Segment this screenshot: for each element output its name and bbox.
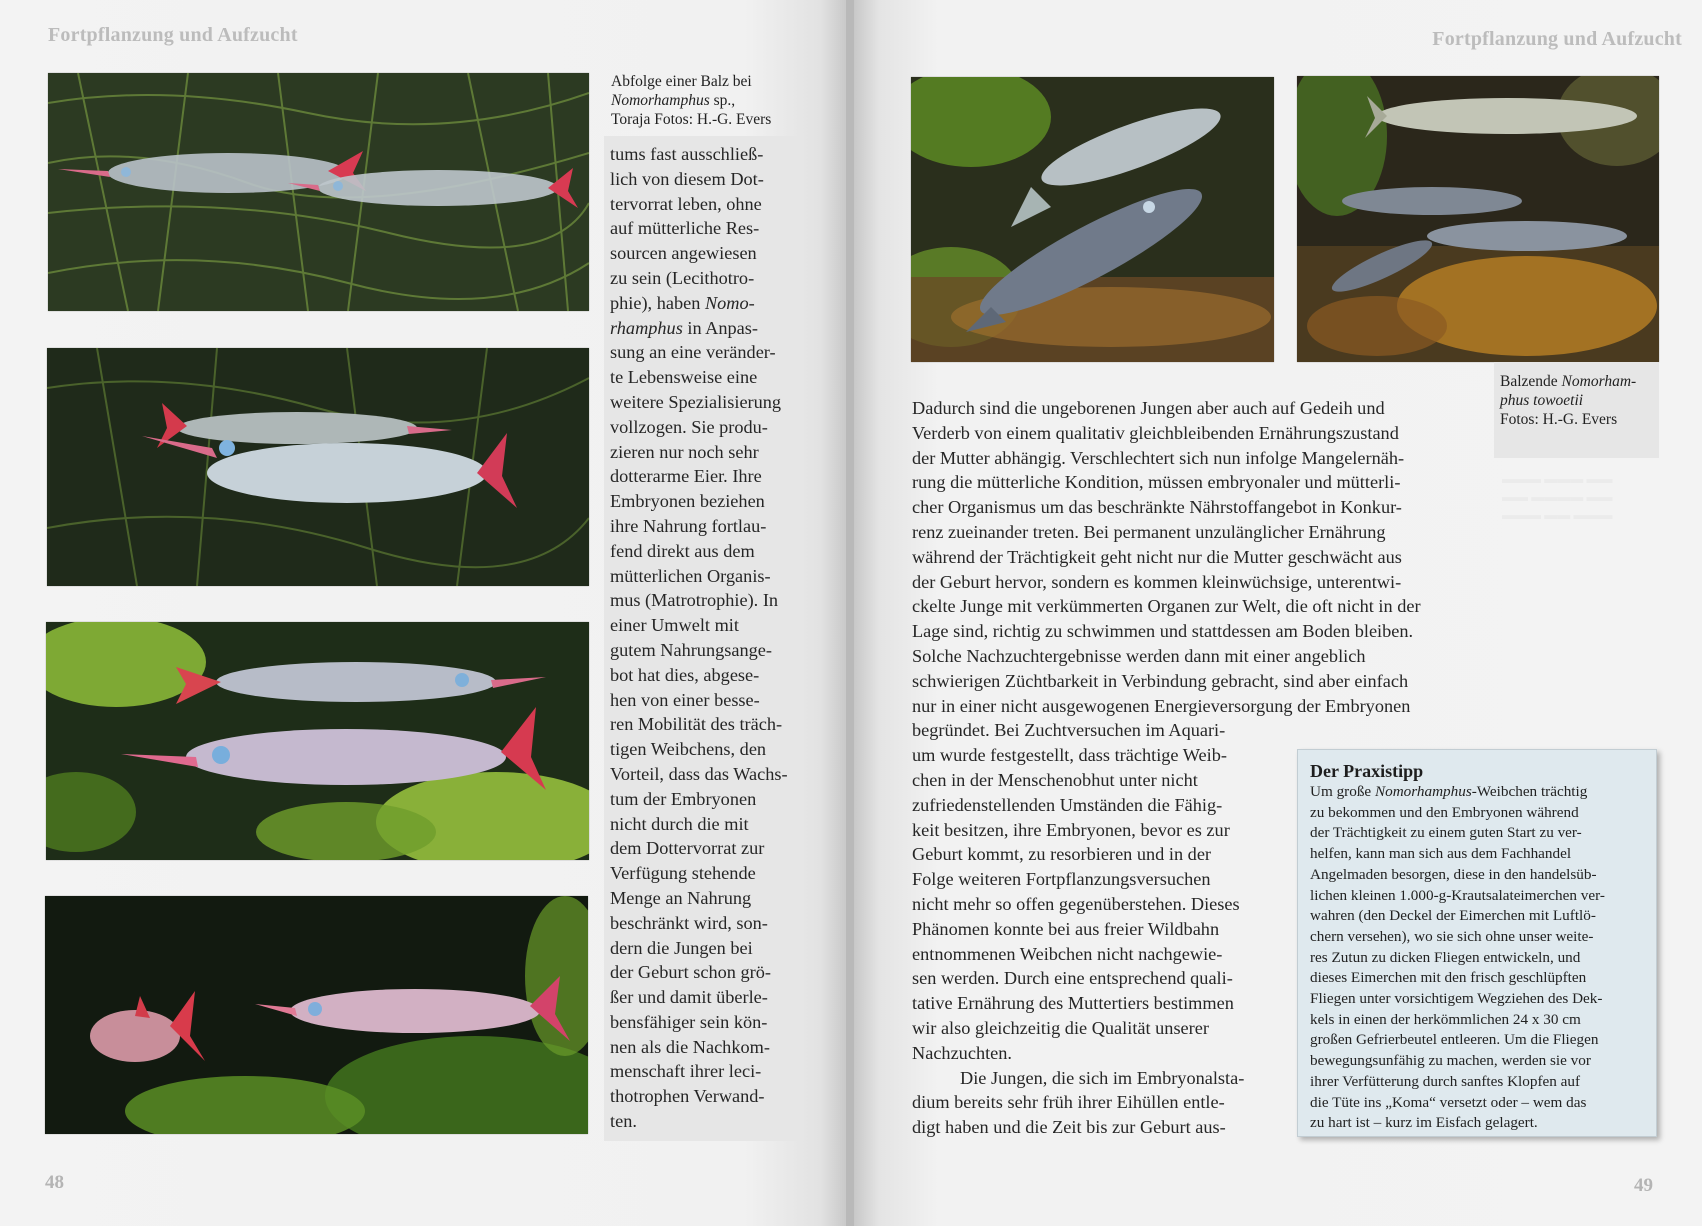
caption-line [611, 91, 811, 110]
body-line: tums fast ausschließ- [610, 144, 764, 164]
page-number-right: 49 [1634, 1175, 1653, 1196]
book-gutter [846, 0, 854, 1226]
body-line: der Mutter abhängig. Verschlechtert sich nun infolge Mangelernäh- [912, 447, 1405, 468]
caption-text: sp., [709, 92, 736, 109]
body-line: nicht durch die mit [610, 813, 749, 834]
body-line: nicht mehr so offen gegenüberstehen. Dieses [912, 893, 1240, 914]
body-line: schwierigen Züchtbarkeit in Verbindung gebracht, sind aber einfach [912, 670, 1409, 691]
tip-species: Nomorhamphus [1374, 783, 1472, 800]
photo-towoetii-1 [911, 77, 1274, 362]
body-line: dium bereits sehr früh ihrer Eihüllen entle- [912, 1092, 1225, 1113]
tip-line: helfen, kann man sich aus dem Fachhandel [1310, 845, 1572, 863]
body-line: lich von diesem Dot- [610, 168, 764, 189]
caption-credit: Toraja Fotos: H.-G. Evers [611, 111, 772, 128]
tip-line [1310, 782, 1644, 803]
body-text-italic: rhamphus [610, 317, 683, 338]
body-line: rung die mütterliche Kondition, müssen embryonaler und mütterli- [912, 472, 1401, 493]
tip-line: zu hart ist – kurz im Eisfach gelagert. [1310, 1114, 1538, 1132]
body-line: weitere Spezialisierung [610, 391, 782, 412]
tip-line: Fliegen unter vorsichtigem Wegziehen des Dek- [1310, 990, 1603, 1008]
tip-line: dieses Eimerchen mit den frisch geschlüpften [1310, 969, 1587, 987]
body-line: dem Dottervorrat zur [610, 838, 765, 859]
body-line: ckelte Junge mit verkümmerten Organen zur Welt, die oft nicht in der [912, 596, 1421, 617]
body-line: Dadurch sind die ungeborenen Jungen aber auch auf Gedeih und [912, 398, 1385, 418]
body-line: wir also gleichzeitig die Qualität unserer [912, 1017, 1209, 1038]
tip-line: Angelmaden besorgen, diese in den handelsüb- [1310, 865, 1597, 883]
body-line: te Lebensweise eine [610, 367, 758, 388]
photo-balz-3 [46, 622, 589, 860]
photo-balz-4 [45, 896, 588, 1134]
tip-line: großen Gefrierbeutel entleeren. Um die Fliegen [1310, 1031, 1599, 1049]
body-line: zufriedenstellenden Umständen die Fähig- [912, 794, 1223, 815]
caption-line [1500, 372, 1658, 391]
body-line [610, 316, 802, 341]
running-head-left: Fortpflanzung und Aufzucht [48, 24, 298, 46]
body-line: bot hat dies, abgese- [610, 664, 760, 685]
body-line: Folge weiteren Fortpflanzungsversuchen [912, 869, 1211, 890]
body-line: menschaft ihrer leci- [610, 1061, 762, 1082]
caption-species: Nomorhamphus [611, 92, 710, 109]
right-page [854, 0, 1702, 1226]
tip-text: -Weibchen trächtig [1471, 783, 1588, 800]
body-line: Menge an Nahrung [610, 887, 752, 908]
body-line: bensfähiger sein kön- [610, 1011, 768, 1032]
body-text: in Anpas- [682, 317, 758, 338]
tip-text: Um große [1310, 783, 1375, 800]
body-text-italic: Nomo- [704, 292, 755, 313]
photo-caption-left [611, 72, 811, 129]
body-line: dern die Jungen bei [610, 937, 753, 958]
body-line: dotterarme Eier. Ihre [610, 466, 762, 487]
body-line: Verderb von einem qualitativ gleichbleibenden Ernährungszustand [912, 422, 1399, 443]
tip-line: zu bekommen und den Embryonen während [1310, 803, 1579, 821]
body-line: ten. [610, 1111, 637, 1132]
body-line: Geburt kommt, zu resorbieren und in der [912, 844, 1212, 865]
tip-line: chern versehen), wo sie sich ohne unser weite- [1310, 927, 1594, 945]
body-line: chen in der Menschenobhut unter nicht [912, 769, 1198, 790]
body-line: thotrophen Verwand- [610, 1086, 765, 1107]
body-text: phie), haben [610, 292, 705, 313]
body-line: tative Ernährung des Muttertiers bestimmen [912, 993, 1234, 1014]
caption-text: Balzende [1500, 373, 1562, 390]
body-line: fend direkt aus dem [610, 540, 755, 561]
tip-line: wahren (den Deckel der Eimerchen mit Luftlö- [1310, 907, 1596, 925]
body-line: zieren nur noch sehr [610, 441, 759, 462]
body-line: vollzogen. Sie produ- [610, 416, 768, 437]
running-head-right: Fortpflanzung und Aufzucht [1432, 28, 1682, 50]
body-line: begründet. Bei Zuchtversuchen im Aquari- [912, 720, 1226, 741]
body-line: cher Organismus um das beschränkte Nährstoffangebot in Konkur- [912, 497, 1402, 518]
body-line: keit besitzen, ihre Embryonen, bevor es zur [912, 819, 1230, 840]
tip-line: der Trächtigkeit zu einem guten Start zu ver- [1310, 824, 1582, 842]
body-line: tervorrat leben, ohne [610, 193, 762, 214]
body-line: zu sein (Lecithotro- [610, 267, 755, 288]
body-line: Verfügung stehende [610, 863, 756, 884]
body-line: renz zueinander treten. Bei permanent unzulänglicher Ernährung [912, 521, 1386, 542]
tip-line: res Zutun zu dicken Fliegen entwickeln, und [1310, 948, 1581, 966]
body-line: sen werden. Durch eine entsprechend quali- [912, 968, 1233, 989]
body-line: der Geburt schon grö- [610, 962, 771, 983]
tip-line: bewegungsunfähig zu machen, werden sie vor [1310, 1052, 1591, 1070]
body-line: um wurde festgestellt, dass trächtige Weib- [912, 745, 1227, 766]
body-line: der Geburt hervor, sondern es kommen kleinwüchsige, unterentwi- [912, 571, 1402, 592]
caption-species: Nomorham- [1561, 373, 1637, 390]
caption-species: phus towoetii [1500, 392, 1584, 409]
body-line: ihre Nahrung fortlau- [610, 515, 767, 536]
body-line: sung an eine veränder- [610, 342, 776, 363]
photo-balz-2 [47, 348, 589, 586]
tip-line: kels in einen der herkömmlichen 24 x 30 cm [1310, 1010, 1581, 1028]
body-line: auf mütterliche Res- [610, 218, 760, 239]
body-line: einer Umwelt mit [610, 615, 739, 636]
body-line: mus (Matrotrophie). In [610, 590, 779, 611]
body-line: nen als die Nachkom- [610, 1036, 770, 1057]
body-line: ren Mobilität des träch- [610, 714, 783, 735]
body-line: tigen Weibchens, den [610, 739, 767, 760]
body-line: Vorteil, dass das Wachs- [610, 763, 788, 784]
practice-tip-body [1310, 782, 1644, 1134]
photo-balz-1 [48, 73, 589, 311]
left-page [0, 0, 846, 1226]
body-text-column-left [610, 142, 802, 1134]
body-line: Phänomen konnte bei aus freier Wildbahn [912, 918, 1220, 939]
body-line: ßer und damit überle- [610, 987, 768, 1008]
body-line: sourcen angewiesen [610, 243, 757, 264]
photo-caption-right [1500, 372, 1658, 429]
body-line: gutem Nahrungsange- [610, 639, 772, 660]
practice-tip-box [1297, 749, 1657, 1137]
body-line: Nachzuchten. [912, 1042, 1012, 1063]
body-line: Solche Nachzuchtergebnisse werden dann mit einer angeblich [912, 645, 1366, 666]
body-line [610, 291, 802, 316]
caption-line: Abfolge einer Balz bei [611, 73, 752, 90]
body-line: Embryonen beziehen [610, 491, 765, 512]
body-line: tum der Embryonen [610, 788, 757, 809]
body-line: mütterlichen Organis- [610, 565, 771, 586]
show-through-text: ▬▬▬ ▬▬▬ ▬▬ ▬▬ ▬▬▬▬ ▬▬ ▬▬▬ ▬▬ ▬▬▬ [1502, 471, 1613, 522]
tip-line: lichen kleinen 1.000-g-Krautsalateimerchen ver- [1310, 886, 1605, 904]
practice-tip-title: Der Praxistipp [1310, 761, 1424, 781]
tip-line: die Tüte ins „Koma“ versetzt oder – wem das [1310, 1093, 1587, 1111]
tip-line: ihrer Verfütterung durch sanftes Klopfen auf [1310, 1072, 1581, 1090]
body-line: nur in einer nicht ausgewogenen Energieversorgung der Embryonen [912, 695, 1411, 716]
body-line: Die Jungen, die sich im Embryonalsta- [960, 1067, 1245, 1088]
caption-credit: Fotos: H.-G. Evers [1500, 411, 1618, 428]
body-line: während der Trächtigkeit geht nicht nur die Mutter geschwächt aus [912, 546, 1402, 567]
photo-towoetii-2 [1297, 76, 1659, 362]
page-number-left: 48 [45, 1172, 64, 1193]
body-line: hen von einer besse- [610, 689, 760, 710]
body-line: entnommenen Weibchen nicht nachgewie- [912, 943, 1223, 964]
body-line: digt haben und die Zeit bis zur Geburt aus- [912, 1117, 1226, 1138]
body-line: Lage sind, richtig zu schwimmen und stattdessen am Boden bleiben. [912, 621, 1414, 642]
body-line: beschränkt wird, son- [610, 912, 768, 933]
